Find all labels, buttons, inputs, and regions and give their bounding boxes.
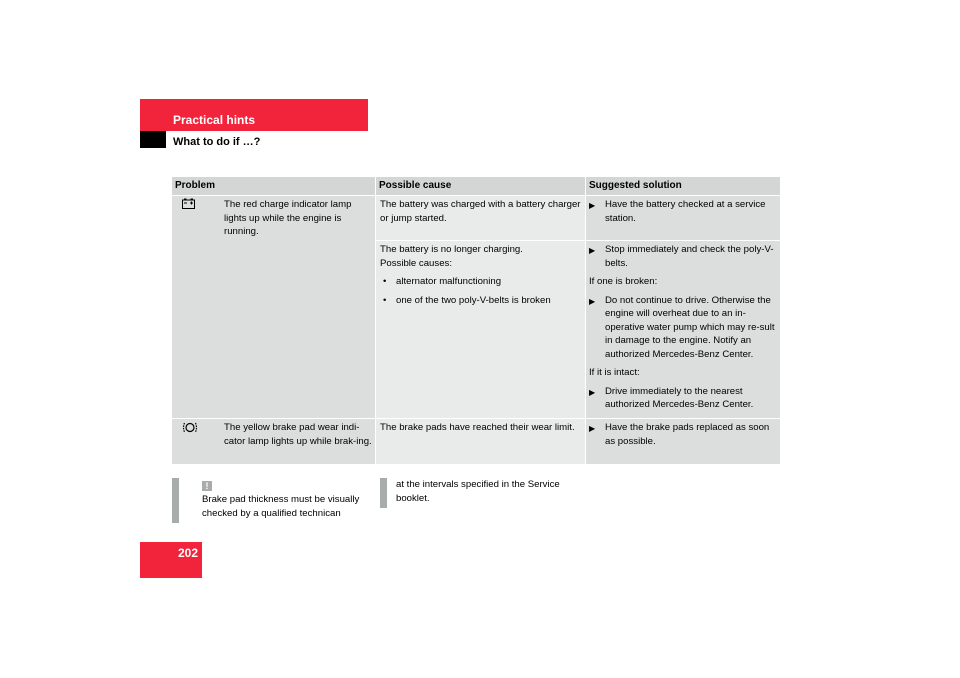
page-number: 202 — [177, 546, 198, 560]
solution-text: ▶ Have the brake pads replaced as soon as possible. — [589, 422, 770, 447]
subsection-marker — [140, 131, 166, 148]
solution-text: ▶ Have the battery checked at a service station. — [589, 199, 766, 224]
arrow-icon: ▶ — [589, 424, 596, 433]
note-text: Brake pad thickness must be visually checked by a qualified technican — [202, 494, 360, 519]
note-bar — [172, 478, 179, 523]
column-header-problem: Problem — [172, 177, 375, 195]
column-header-cause: Possible cause — [376, 177, 585, 195]
arrow-icon: ▶ — [589, 296, 596, 306]
cause-text: The brake pads have reached their wear limit. — [380, 422, 575, 433]
arrow-icon: ▶ — [589, 246, 596, 255]
battery-icon — [182, 198, 195, 212]
arrow-icon: ▶ — [589, 201, 596, 210]
column-header-solution: Suggested solution — [586, 177, 780, 195]
list-item: • alternator malfunctioning — [383, 276, 502, 287]
arrow-icon: ▶ — [589, 387, 596, 397]
note-bar — [380, 478, 387, 508]
list-item: • one of the two poly-V-belts is broken — [383, 294, 551, 306]
solution-text: ▶ Stop immediately and check the poly-V-belts. If one is broken: ▶ Do not continue to drive. Otherwise the engine will overheat due to an in-operative water pump which may re-sult in damage to the engine. Notify an authorized Mercedes-Benz Center. If it is intact: ▶ Drive immediately to the nearest authorized Mercedes-Benz Center. — [589, 244, 775, 410]
section-title: Practical hints — [173, 113, 256, 127]
warning-icon: ! — [202, 481, 212, 491]
problem-text: The red charge indicator lamp lights up while the engine is running. — [224, 199, 352, 237]
cause-text: The battery was charged with a battery charger or jump started. — [380, 199, 581, 224]
subsection-title: What to do if …? — [173, 136, 261, 148]
brake-pad-icon — [182, 421, 198, 437]
cause-text: The battery is no longer charging. Possible causes: • alternator malfunctioning • one of the two poly-V-belts is broken — [380, 243, 585, 307]
problem-text: The yellow brake pad wear indi-cator lamp lights up while brak-ing. — [224, 422, 372, 447]
note-text: at the intervals specified in the Service booklet. — [396, 479, 560, 504]
